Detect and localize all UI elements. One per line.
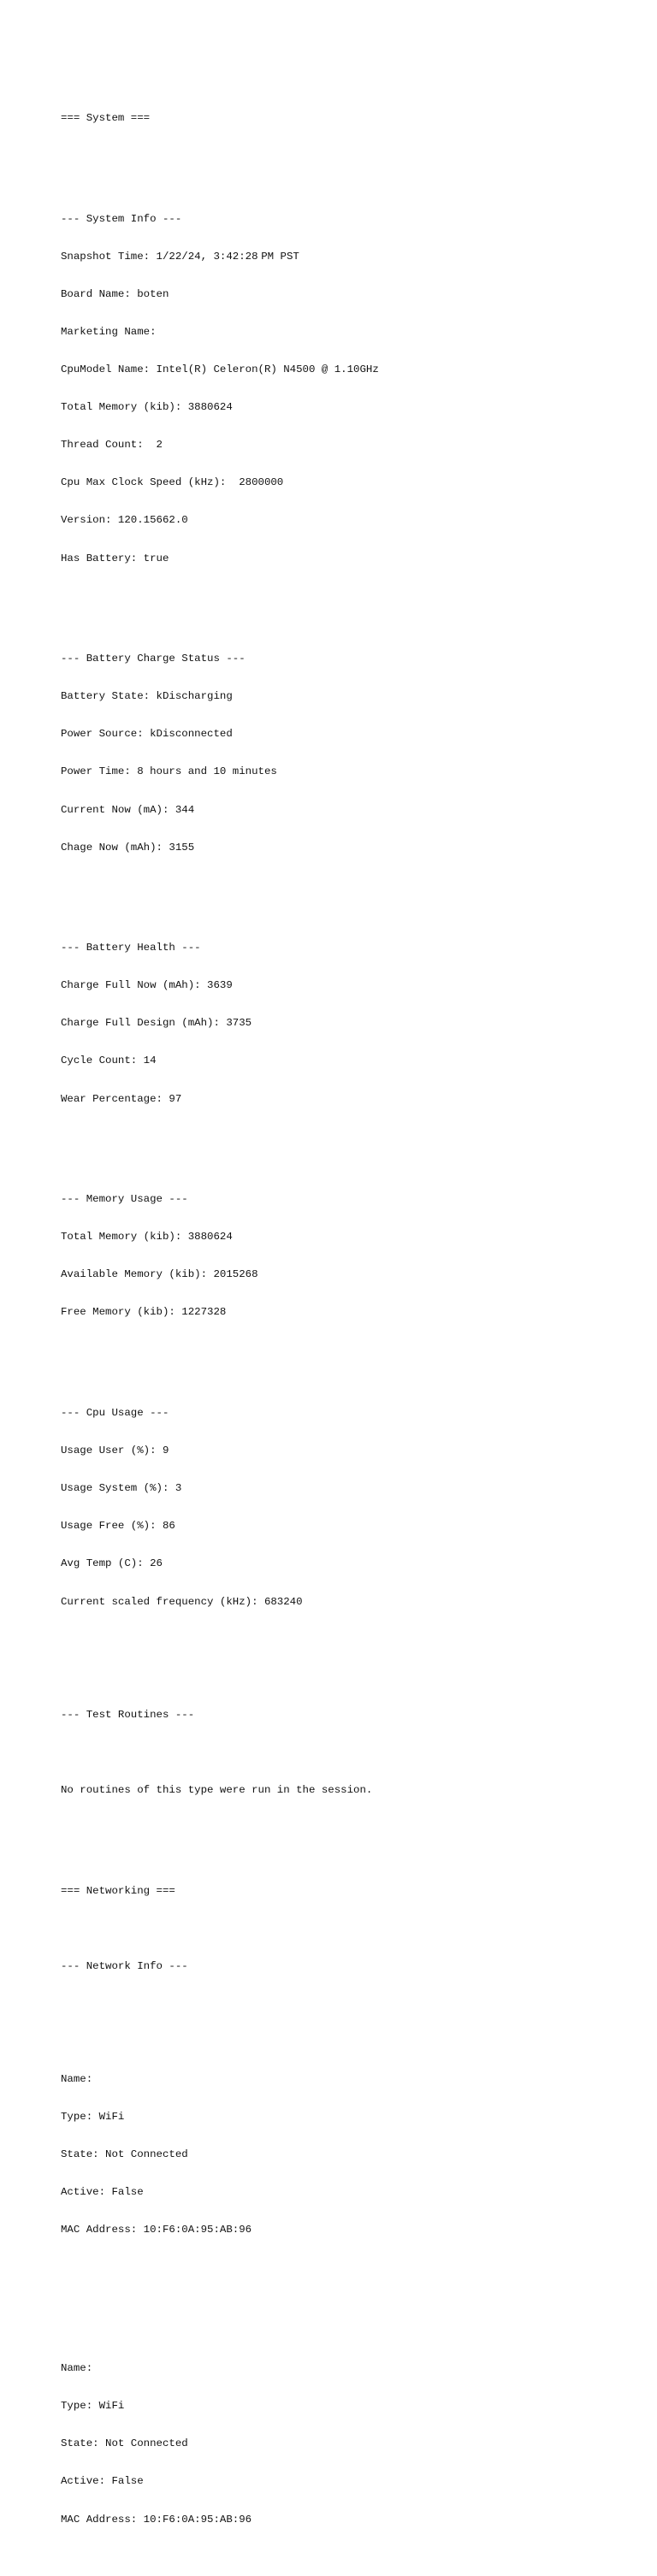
cycle-count: Cycle Count: 14 xyxy=(61,1055,157,1067)
power-time: Power Time: 8 hours and 10 minutes xyxy=(61,765,277,778)
battery-health-heading: --- Battery Health --- xyxy=(61,942,201,954)
spacer xyxy=(61,590,642,603)
spacer xyxy=(61,1746,642,1759)
network-state: State: Not Connected xyxy=(61,2437,188,2450)
current-now: Current Now (mA): 344 xyxy=(61,803,195,816)
spacer xyxy=(61,1923,642,1935)
memory-total: Total Memory (kib): 3880624 xyxy=(61,1231,233,1244)
spacer xyxy=(61,1344,642,1357)
network-type: Type: WiFi xyxy=(61,2111,125,2124)
has-battery: Has Battery: true xyxy=(61,552,169,564)
system-heading: === System === xyxy=(61,112,151,125)
network-name: Name: xyxy=(61,2362,93,2375)
thread-count: Thread Count: 2 xyxy=(61,439,163,452)
usage-user: Usage User (%): 9 xyxy=(61,1445,169,1457)
spacer xyxy=(61,879,642,892)
spacer xyxy=(61,1822,642,1835)
battery-charge-status-heading: --- Battery Charge Status --- xyxy=(61,653,246,665)
network-active: Active: False xyxy=(61,2475,144,2488)
snapshot-time: Snapshot Time: 1/22/24, 3:42:28 PM PST xyxy=(61,250,299,263)
network-name: Name: xyxy=(61,2073,93,2086)
spacer xyxy=(61,2287,642,2300)
cpu-usage-heading: --- Cpu Usage --- xyxy=(61,1407,169,1420)
charge-full-now: Charge Full Now (mAh): 3639 xyxy=(61,979,233,992)
cpu-max-clock-speed: Cpu Max Clock Speed (kHz): 2800000 xyxy=(61,476,284,489)
usage-system: Usage System (%): 3 xyxy=(61,1482,182,1495)
marketing-name: Marketing Name: xyxy=(61,325,157,338)
system-info-heading: --- System Info --- xyxy=(61,212,182,225)
spacer xyxy=(61,1998,642,2011)
charge-now: Chage Now (mAh): 3155 xyxy=(61,841,195,854)
memory-free: Free Memory (kib): 1227328 xyxy=(61,1306,227,1319)
network-entry xyxy=(61,2048,642,2262)
battery-state: Battery State: kDischarging xyxy=(61,690,233,703)
wear-percentage: Wear Percentage: 97 xyxy=(61,1092,182,1105)
networking-heading: === Networking === xyxy=(61,1884,175,1897)
total-memory: Total Memory (kib): 3880624 xyxy=(61,401,233,414)
network-entry xyxy=(61,2337,642,2551)
board-name: Board Name: boten xyxy=(61,287,169,300)
power-source: Power Source: kDisconnected xyxy=(61,728,233,741)
spacer xyxy=(61,1634,642,1658)
network-mac-address: MAC Address: 10:F6:0A:95:AB:96 xyxy=(61,2224,252,2236)
network-mac-address: MAC Address: 10:F6:0A:95:AB:96 xyxy=(61,2513,252,2526)
network-info-heading: --- Network Info --- xyxy=(61,1959,188,1972)
network-active: Active: False xyxy=(61,2186,144,2199)
cpu-model-name: CpuModel Name: Intel(R) Celeron(R) N4500 @ 1.10GHz xyxy=(61,363,379,376)
spacer xyxy=(61,1131,642,1143)
charge-full-design: Charge Full Design (mAh): 3735 xyxy=(61,1017,252,1030)
spacer xyxy=(61,150,642,162)
diagnostics-report xyxy=(61,74,642,2576)
network-type: Type: WiFi xyxy=(61,2400,125,2413)
memory-usage-heading: --- Memory Usage --- xyxy=(61,1193,188,1206)
usage-free: Usage Free (%): 86 xyxy=(61,1520,175,1533)
test-routines-heading: --- Test Routines --- xyxy=(61,1708,195,1721)
current-scaled-frequency: Current scaled frequency (kHz): 683240 xyxy=(61,1595,303,1608)
avg-temp: Avg Temp (C): 26 xyxy=(61,1557,163,1570)
test-routines-message: No routines of this type were run in the session. xyxy=(61,1784,373,1796)
network-state: State: Not Connected xyxy=(61,2148,188,2161)
version: Version: 120.15662.0 xyxy=(61,514,188,527)
memory-available: Available Memory (kib): 2015268 xyxy=(61,1268,258,1281)
